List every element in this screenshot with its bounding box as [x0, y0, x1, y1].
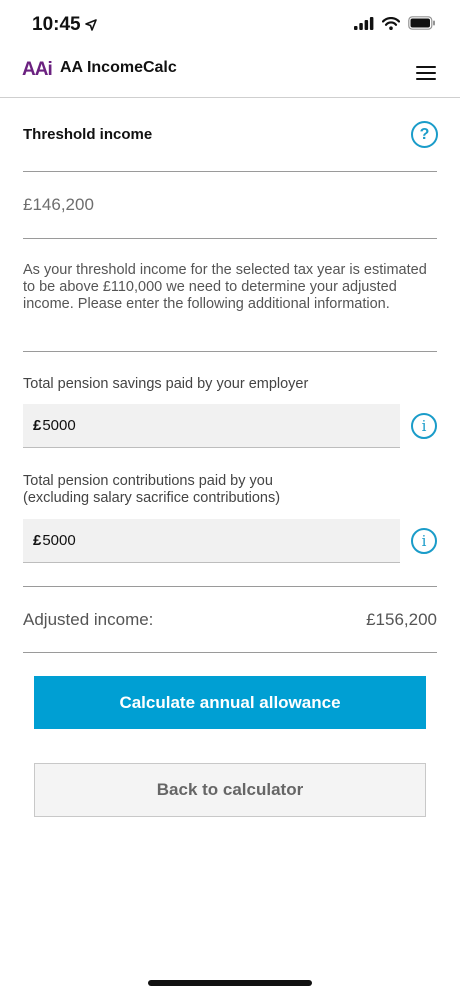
menu-line — [416, 66, 436, 68]
status-bar — [0, 0, 460, 50]
currency-symbol: £ — [33, 532, 42, 549]
calculate-annual-allowance-button[interactable]: Calculate annual allowance — [34, 676, 426, 729]
signal-icon — [354, 17, 374, 30]
menu-line — [416, 78, 436, 80]
divider — [23, 586, 437, 587]
status-icons — [354, 16, 436, 30]
app-title: AA IncomeCalc — [60, 59, 177, 76]
app-logo: AAi — [22, 59, 52, 80]
divider — [23, 351, 437, 352]
location-arrow-icon — [85, 19, 97, 31]
help-icon[interactable]: ? — [411, 121, 438, 148]
info-icon[interactable]: i — [411, 528, 437, 554]
personal-contributions-label-line1: Total pension contributions paid by you — [23, 473, 273, 489]
back-to-calculator-button[interactable]: Back to calculator — [34, 763, 426, 817]
personal-contributions-label-line2: (excluding salary sacrifice contributions) — [23, 490, 281, 506]
info-icon[interactable]: i — [411, 413, 437, 439]
app-header — [0, 50, 460, 98]
battery-icon — [408, 16, 436, 30]
adjusted-income-label: Adjusted income: — [23, 610, 154, 629]
status-time — [32, 14, 97, 36]
currency-symbol: £ — [33, 417, 42, 434]
divider — [23, 652, 437, 653]
adjusted-income-value: £156,200 — [366, 610, 437, 629]
employer-savings-input[interactable] — [23, 404, 400, 448]
home-indicator[interactable] — [148, 980, 312, 986]
menu-line — [416, 72, 436, 74]
wifi-icon — [382, 17, 400, 30]
divider — [23, 238, 437, 239]
employer-savings-value: 5000 — [42, 417, 76, 434]
employer-savings-label: Total pension savings paid by your employer — [23, 376, 309, 392]
status-time-text: 10:45 — [32, 14, 81, 35]
hamburger-menu-icon[interactable] — [416, 66, 436, 82]
threshold-description: As your threshold income for the selected tax year is estimated to be above £110,000 we need to determine your adjusted income. Please enter the following additional information. — [23, 262, 427, 312]
personal-contributions-label — [23, 473, 280, 507]
divider — [23, 171, 437, 172]
personal-contributions-input[interactable] — [23, 519, 400, 563]
section-title: Threshold income — [23, 126, 153, 143]
personal-contributions-value: 5000 — [42, 532, 76, 549]
threshold-income-value: £146,200 — [23, 195, 94, 214]
